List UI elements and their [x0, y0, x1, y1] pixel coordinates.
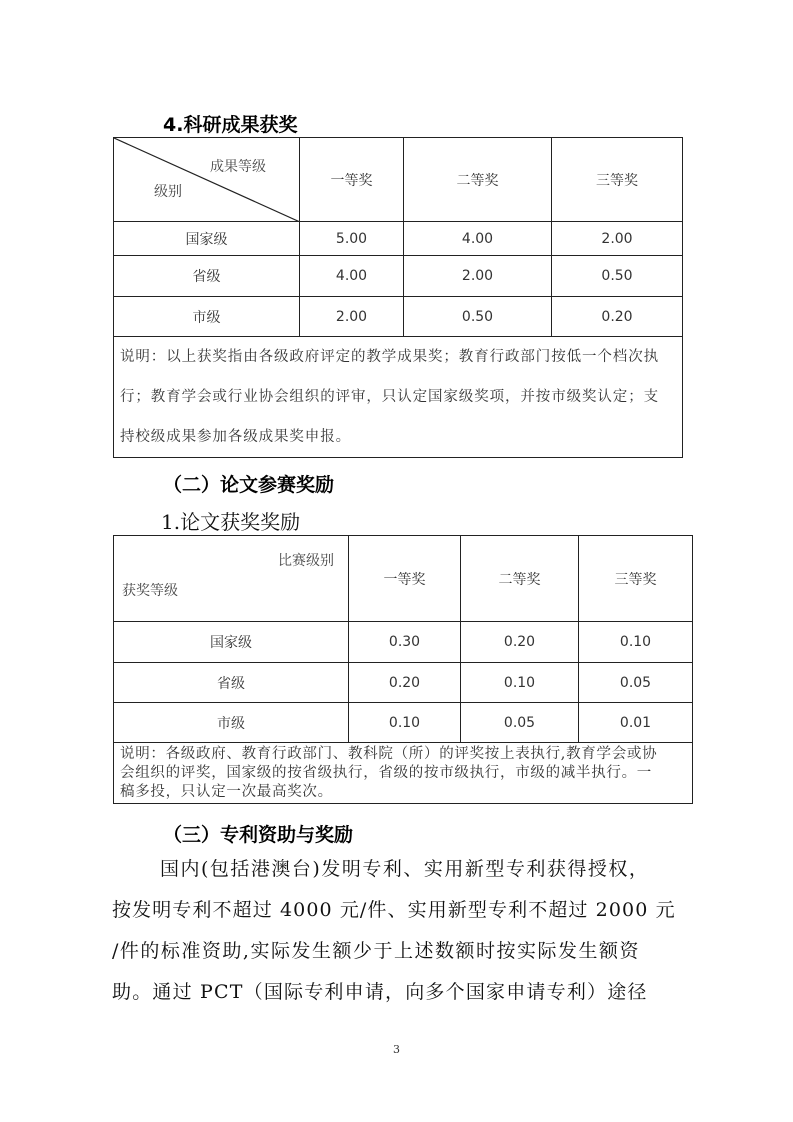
table-row — [114, 703, 693, 743]
paper-awards-table — [113, 535, 693, 804]
table-cell: 0.01 — [579, 703, 693, 743]
table-cell: 2.00 — [404, 256, 552, 297]
research-awards-table — [113, 137, 683, 458]
table-row — [114, 663, 693, 703]
table-row — [114, 297, 683, 337]
subheading-paper-award-rewards: 1.论文获奖奖励 — [161, 510, 301, 534]
table-cell: 0.30 — [349, 622, 461, 663]
paragraph-line: 助。通过 PCT（国际专利申请，向多个国家申请专利）途径 — [112, 981, 648, 1003]
note-line: 说明：以上获奖指由各级政府评定的教学成果奖；教育行政部门按低一个档次执 — [120, 349, 659, 365]
corner-top-label: 成果等级 — [210, 159, 266, 175]
corner-header-cell — [114, 536, 349, 622]
column-header: 三等奖 — [552, 138, 683, 222]
column-header: 一等奖 — [349, 536, 461, 622]
corner-top-label: 比赛级别 — [278, 553, 334, 569]
table-note-row — [114, 743, 693, 804]
table-cell: 0.20 — [461, 622, 579, 663]
note-line: 持校级成果参加各级成果奖申报。 — [120, 429, 351, 445]
corner-bottom-label: 获奖等级 — [122, 583, 178, 599]
note-line: 稿多投，只认定一次最高奖次。 — [120, 783, 333, 800]
table-cell: 5.00 — [300, 222, 404, 256]
table-cell: 0.20 — [349, 663, 461, 703]
table-cell: 0.20 — [552, 297, 683, 337]
table-note-row — [114, 337, 683, 458]
table-cell: 0.05 — [461, 703, 579, 743]
section-heading-paper-awards: （二）论文参赛奖励 — [163, 474, 335, 496]
column-header: 二等奖 — [461, 536, 579, 622]
table-row — [114, 222, 683, 256]
diagonal-line — [114, 138, 300, 222]
table-cell: 4.00 — [404, 222, 552, 256]
row-label: 省级 — [114, 663, 349, 703]
table-cell: 0.50 — [404, 297, 552, 337]
paragraph-line: /件的标准资助,实际发生额少于上述数额时按实际发生额资 — [112, 940, 640, 962]
table-row — [114, 256, 683, 297]
table-note — [114, 743, 693, 804]
column-header: 二等奖 — [404, 138, 552, 222]
table-cell: 2.00 — [300, 297, 404, 337]
corner-header-cell — [114, 138, 300, 222]
paragraph-line: 国内(包括港澳台)发明专利、实用新型专利获得授权， — [160, 858, 650, 880]
row-label: 市级 — [114, 703, 349, 743]
table-cell: 0.05 — [579, 663, 693, 703]
note-line: 行；教育学会或行业协会组织的评审，只认定国家级奖项，并按市级奖认定；支 — [120, 389, 659, 405]
page-number: 3 — [393, 1043, 400, 1056]
note-line: 说明：各级政府、教育行政部门、教科院（所）的评奖按上表执行,教育学会或协 — [120, 745, 658, 762]
table-cell: 0.10 — [579, 622, 693, 663]
table-note — [114, 337, 683, 458]
note-line: 会组织的评奖，国家级的按省级执行，省级的按市级执行，市级的减半执行。一 — [120, 764, 652, 781]
table-header-row — [114, 138, 683, 222]
table-cell: 0.10 — [461, 663, 579, 703]
paragraph-line: 按发明专利不超过 4000 元/件、实用新型专利不超过 2000 元 — [112, 899, 676, 921]
column-header: 一等奖 — [300, 138, 404, 222]
section-heading-patent: （三）专利资助与奖励 — [163, 824, 354, 846]
section-title-research-awards: 4.科研成果获奖 — [163, 114, 298, 136]
table-cell: 0.50 — [552, 256, 683, 297]
table-header-row — [114, 536, 693, 622]
column-header: 三等奖 — [579, 536, 693, 622]
corner-bottom-label: 级别 — [154, 184, 182, 200]
table-cell: 0.10 — [349, 703, 461, 743]
table-cell: 2.00 — [552, 222, 683, 256]
table-row — [114, 622, 693, 663]
row-label: 国家级 — [114, 622, 349, 663]
table-cell: 4.00 — [300, 256, 404, 297]
row-label: 国家级 — [114, 222, 300, 256]
row-label: 省级 — [114, 256, 300, 297]
row-label: 市级 — [114, 297, 300, 337]
